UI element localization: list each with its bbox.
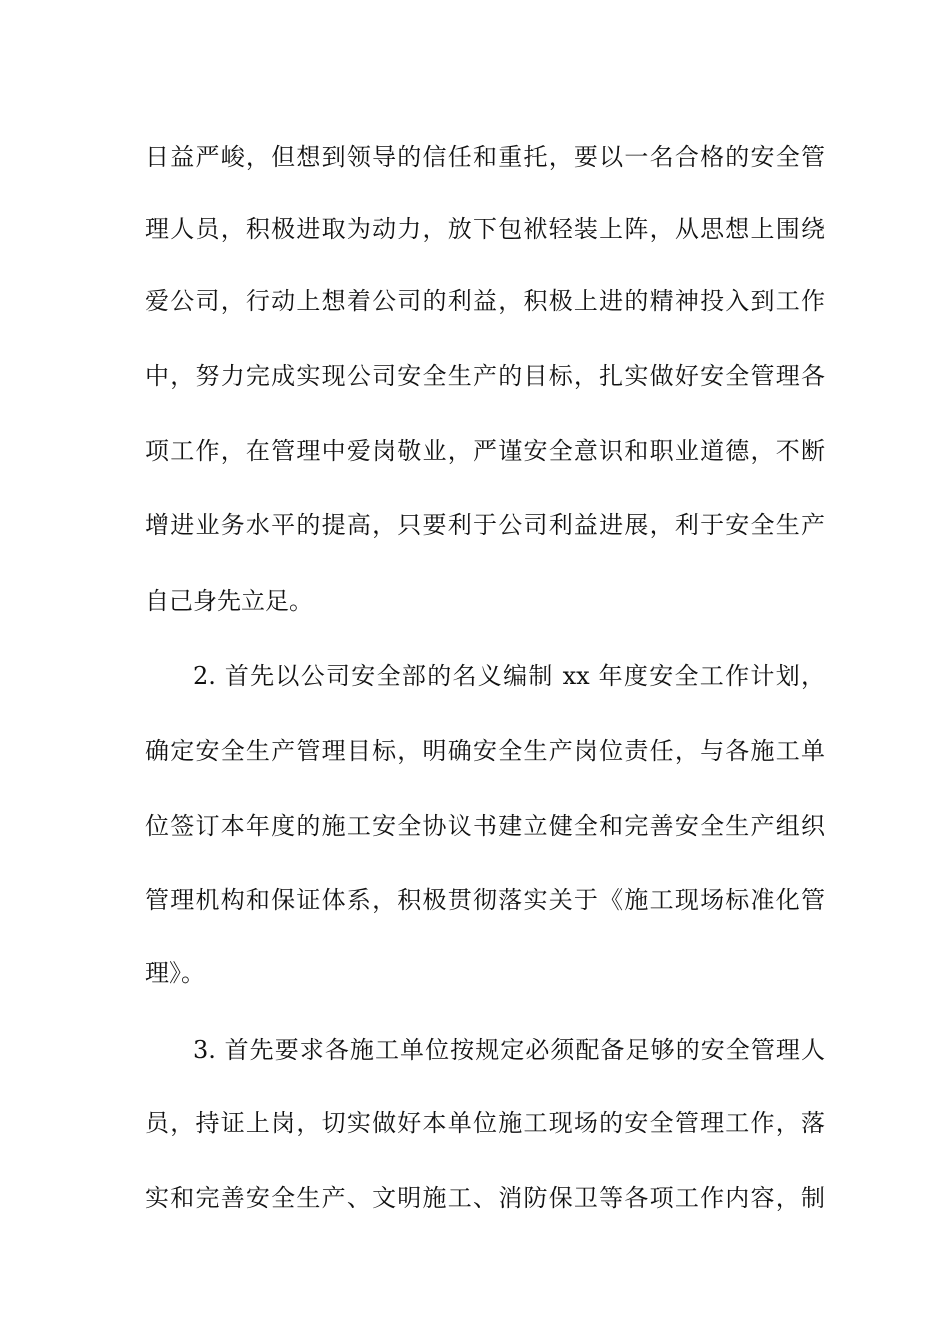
text-line: 日益严峻，但想到领导的信任和重托，要以一名合格的安全管 <box>145 143 825 171</box>
text-line: 中，努力完成实现公司安全生产的目标，扎实做好安全管理各 <box>145 362 825 390</box>
text-line: 管理机构和保证体系，积极贯彻落实关于《施工现场标准化管 <box>145 886 825 914</box>
text-line: 员，持证上岗，切实做好本单位施工现场的安全管理工作，落 <box>145 1109 825 1137</box>
text-line: 位签订本年度的施工安全协议书建立健全和完善安全生产组织 <box>145 812 825 840</box>
text-line: 爱公司，行动上想着公司的利益，积极上进的精神投入到工作 <box>145 287 825 315</box>
text-line: 项工作，在管理中爱岗敬业，严谨安全意识和职业道德，不断 <box>145 437 825 465</box>
text-line: 确定安全生产管理目标，明确安全生产岗位责任，与各施工单 <box>145 737 825 765</box>
text-line: 实和完善安全生产、文明施工、消防保卫等各项工作内容，制 <box>145 1184 825 1212</box>
text-line: 2. 首先以公司安全部的名义编制 xx 年度安全工作计划， <box>193 662 825 690</box>
text-line: 增进业务水平的提高，只要利于公司利益进展，利于安全生产 <box>145 511 825 539</box>
text-line: 理》。 <box>145 959 205 987</box>
text-line: 理人员，积极进取为动力，放下包袱轻装上阵，从思想上围绕 <box>145 215 825 243</box>
text-line: 3. 首先要求各施工单位按规定必须配备足够的安全管理人 <box>193 1036 825 1064</box>
text-line: 自己身先立足。 <box>145 587 313 615</box>
